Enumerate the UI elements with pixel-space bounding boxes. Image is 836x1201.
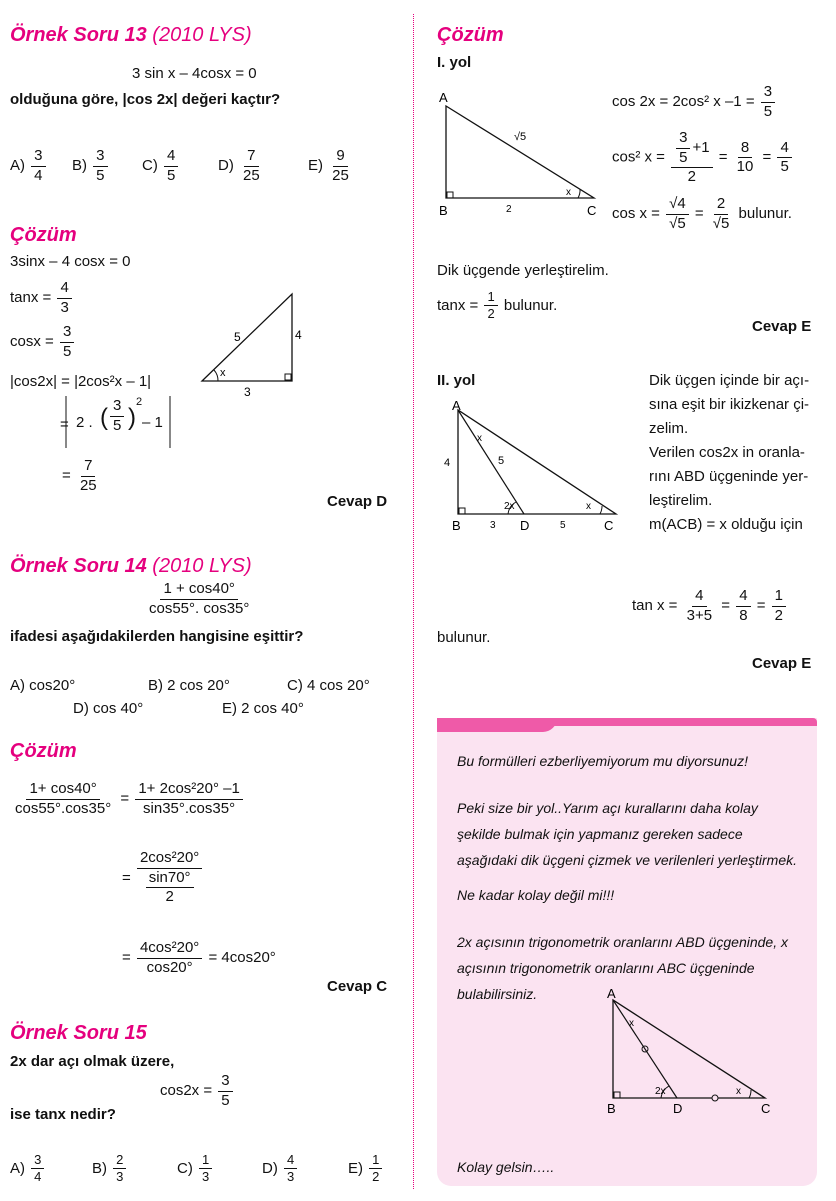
- q15-title: Örnek Soru 15: [10, 1022, 147, 1044]
- way1-text: Dik üçgende yerleştirelim.: [437, 262, 609, 279]
- tip-triangle-diagram: [597, 986, 787, 1116]
- tip-p2: Peki size bir yol..Yarım açı kurallarını daha kolay şekilde bulmak için yapmanız gereken sadece aşağıdaki dik üçgeni çizmek ve verilenleri yerleştirmek.: [457, 800, 798, 868]
- way2-description: Dik üçgen içinde bir açı- sına eşit bir ikizkenar çi- zelim. Verilen cos2x in oranla- rını ABD üçgeninde yer- leştirelim. m(ACB) = x olduğu için: [649, 372, 810, 533]
- svg-text:x: x: [220, 367, 226, 379]
- q15-given: cos2x = $\frac{3}{5}$: [160, 1073, 235, 1109]
- sol14-line3: = $\frac{\text{4cos²20°}}{\cos 20^\circ}$ = 4cos20°: [122, 939, 276, 976]
- q15-option-b[interactable]: [92, 1153, 128, 1185]
- q14-option-d[interactable]: D) cos 40°: [73, 700, 144, 717]
- option-label: E): [308, 156, 323, 174]
- svg-text:2x: 2x: [655, 1086, 666, 1097]
- svg-text:C: C: [587, 203, 597, 218]
- option-fraction: $\frac{1}{2}$: [369, 1153, 382, 1185]
- sol13-answer: Cevap D: [327, 493, 388, 510]
- way1-triangle-diagram: [436, 88, 606, 223]
- svg-text:4: 4: [444, 457, 451, 469]
- option-fraction: $\frac{7}{25}$: [243, 147, 260, 184]
- sol13-triangle-diagram: [196, 286, 308, 398]
- sol13-line1: 3sinx – 4 cosx = 0: [10, 253, 131, 270]
- q15-option-e[interactable]: [348, 1153, 384, 1185]
- svg-text:3: 3: [244, 385, 251, 398]
- q15-option-d[interactable]: [262, 1153, 299, 1185]
- q14-option-a[interactable]: A) cos20°: [10, 677, 76, 694]
- tip-p1: Bu formülleri ezberliyemiyorum mu diyorsunuz!: [457, 753, 748, 769]
- way1-eq3: cos x = $\frac{√4}{√5}$ = $\frac{2}{√5}$ bulunur.: [612, 195, 792, 232]
- q13-option-a[interactable]: [10, 148, 48, 184]
- svg-text:C: C: [604, 518, 614, 532]
- option-fraction: $\frac{4}{5}$: [164, 148, 178, 184]
- way1-eq2: cos² x = $\frac{3}{5}$ +1 2 = $\frac{8}{10}$ = $\frac{4}{5}$: [612, 130, 794, 186]
- way2-label: II. yol: [437, 372, 476, 389]
- option-fraction: $\frac{2}{3}$: [113, 1153, 126, 1185]
- way2-tan: tan x = $\frac{4}{3+5}$ = $\frac{4}{8}$ = $\frac{1}{2}$: [632, 588, 788, 624]
- option-fraction: $\frac{3}{4}$: [31, 148, 45, 184]
- q13-question: olduğuna göre, |cos 2x| değeri kaçtır?: [10, 91, 281, 108]
- svg-text:B: B: [452, 518, 461, 532]
- svg-text:C: C: [761, 1101, 771, 1116]
- option-label: D): [218, 156, 234, 174]
- sol14-line2: = $\frac{\text{2cos²20°}}{\frac{\sin 70^\circ}{2}}$: [122, 850, 204, 906]
- sol13-abs-line: |cos2x| = |2cos²x – 1|: [10, 373, 152, 390]
- svg-text:D: D: [520, 518, 530, 532]
- option-label: C): [177, 1159, 193, 1177]
- q13-title: Örnek Soru 13: [10, 24, 147, 46]
- svg-text:x: x: [477, 433, 482, 444]
- q15-option-c[interactable]: [177, 1153, 214, 1185]
- way2-triangle-diagram: [440, 396, 620, 532]
- svg-text:2: 2: [506, 204, 512, 215]
- sol13-cos: cosx = $\frac{3}{5}$: [10, 324, 76, 360]
- svg-text:B: B: [439, 203, 448, 218]
- svg-text:x: x: [566, 187, 571, 198]
- q14-expression: $\frac{1 + \cos 40^\circ}{\cos 55^\circ. \cos 35^\circ}$: [149, 580, 250, 617]
- svg-text:5: 5: [234, 330, 241, 344]
- way2-tail: bulunur.: [437, 629, 491, 646]
- sol13-title: Çözüm: [10, 224, 77, 246]
- q14-heading: [10, 555, 252, 578]
- option-label: D): [262, 1159, 278, 1177]
- option-label: E): [348, 1159, 363, 1177]
- tip-p3: Ne kadar kolay değil mi!!!: [457, 887, 615, 903]
- q13-heading: [10, 24, 252, 47]
- svg-text:x: x: [629, 1018, 634, 1029]
- sol14-answer: Cevap C: [327, 978, 388, 995]
- option-label: B): [72, 156, 87, 174]
- q15-question: ise tanx nedir?: [10, 1106, 116, 1123]
- q14-question: ifadesi aşağıdakilerden hangisine eşittir?: [10, 628, 304, 645]
- q14-title: Örnek Soru 14: [10, 555, 147, 577]
- tip-box: [437, 718, 817, 1186]
- svg-text:4: 4: [295, 328, 302, 342]
- svg-text:√5: √5: [514, 131, 527, 143]
- svg-text:x: x: [586, 501, 591, 512]
- option-fraction: $\frac{9}{25}$: [332, 147, 349, 184]
- svg-text:D: D: [673, 1101, 683, 1116]
- q14-option-b[interactable]: B) 2 cos 20°: [148, 677, 230, 694]
- option-label: A): [10, 156, 25, 174]
- column-divider: [413, 14, 414, 1189]
- tip-p4: 2x açısının trigonometrik oranlarını ABD üçgeninde, x açısının trigonometrik oranlarını ABC üçgeninde bulabilirsiniz.: [457, 934, 788, 1002]
- option-label: B): [92, 1159, 107, 1177]
- way2-answer: Cevap E: [752, 655, 812, 672]
- way1-eq1: cos 2x = 2cos² x –1 = $\frac{3}{5}$: [612, 84, 777, 120]
- q13-option-b[interactable]: [72, 148, 110, 184]
- q13-tag: (2010 LYS): [152, 24, 252, 46]
- svg-text:5: 5: [498, 455, 505, 467]
- way1-answer: Cevap E: [752, 318, 812, 335]
- option-fraction: $\frac{3}{4}$: [31, 1153, 44, 1185]
- tip-box-tab: [437, 718, 557, 732]
- sol13-tan: tanx = $\frac{4}{3}$: [10, 280, 74, 316]
- q13-option-c[interactable]: [142, 148, 180, 184]
- q13-equation: 3 sin x – 4cosx = 0: [132, 65, 257, 82]
- way1-tan: tanx = $\frac{1}{2}$ bulunur.: [437, 289, 558, 322]
- option-fraction: $\frac{1}{3}$: [199, 1153, 212, 1185]
- svg-text:B: B: [607, 1101, 616, 1116]
- q14-option-c[interactable]: C) 4 cos 20°: [287, 677, 370, 694]
- svg-text:A: A: [439, 90, 448, 105]
- right-sol-title: Çözüm: [437, 24, 504, 46]
- sol13-result: = $\frac{7}{25}$: [62, 457, 97, 494]
- q15-line1: 2x dar açı olmak üzere,: [10, 1053, 175, 1070]
- q13-option-d[interactable]: [218, 148, 265, 184]
- svg-text:x: x: [736, 1086, 741, 1097]
- option-label: C): [142, 156, 158, 174]
- svg-text:5: 5: [560, 520, 566, 531]
- tip-p5: Kolay gelsin…..: [457, 1159, 555, 1175]
- q14-option-e[interactable]: E) 2 cos 40°: [222, 700, 304, 717]
- svg-text:A: A: [452, 398, 461, 413]
- way1-label: I. yol: [437, 54, 472, 71]
- sol14-line1: $\frac{1+ \cos 40^\circ}{\cos 55^\circ.\cos 35^\circ}$ = $\frac{\text{1+ 2cos²20° –1}}{\sin 35^\circ.\cos 35^\circ}$: [10, 781, 245, 817]
- sol14-title: Çözüm: [10, 740, 77, 762]
- svg-text:A: A: [607, 986, 616, 1001]
- option-label: A): [10, 1159, 25, 1177]
- option-fraction: $\frac{4}{3}$: [284, 1153, 297, 1185]
- svg-text:2x: 2x: [504, 501, 515, 512]
- q14-tag: (2010 LYS): [152, 555, 252, 577]
- option-fraction: $\frac{3}{5}$: [93, 148, 107, 184]
- q15-option-a[interactable]: [10, 1153, 46, 1185]
- svg-text:3: 3: [490, 520, 496, 531]
- q13-option-e[interactable]: [308, 148, 354, 184]
